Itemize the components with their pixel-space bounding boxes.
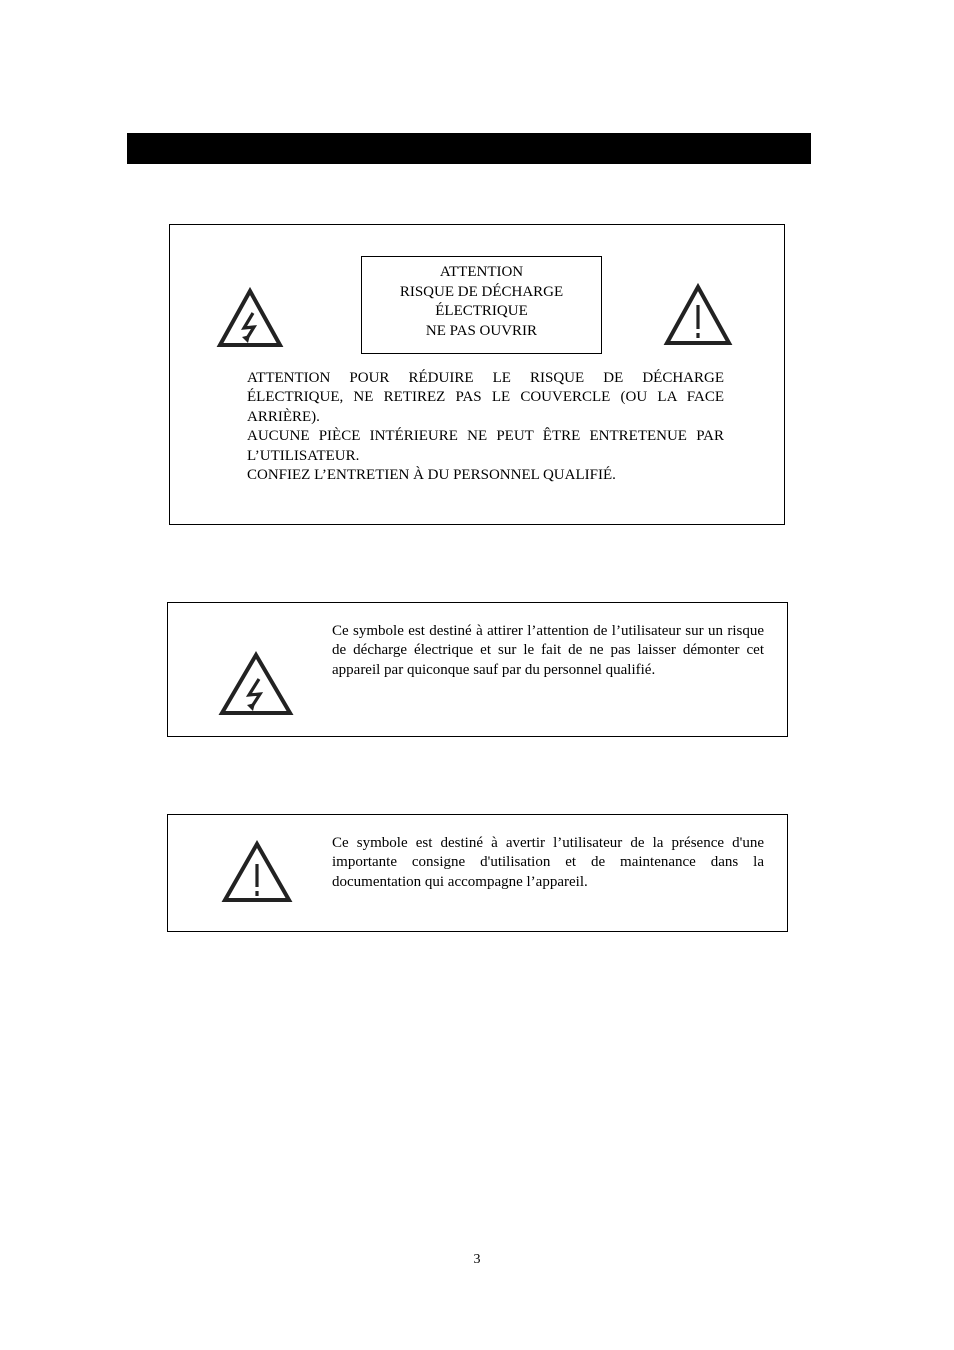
lightning-warning-icon bbox=[218, 651, 294, 717]
safety-warning-box bbox=[169, 224, 785, 525]
lightning-warning-icon bbox=[216, 287, 284, 349]
exclamation-warning-icon bbox=[663, 283, 733, 347]
exclamation-symbol-box bbox=[167, 814, 788, 932]
warning-text bbox=[247, 369, 724, 485]
page-number: 3 bbox=[473, 1252, 481, 1267]
warning-paragraph-3: CONFIEZ L’ENTRETIEN À DU PERSONNEL QUALIFIÉ. bbox=[247, 467, 616, 484]
warning-paragraph-2: AUCUNE PIÈCE INTÉRIEURE NE PEUT ÊTRE ENTRETENUE PAR L’UTILISATEUR. bbox=[247, 428, 724, 464]
danger-label-line-2: RISQUE DE DÉCHARGE bbox=[399, 283, 564, 300]
lightning-symbol-box bbox=[167, 602, 788, 737]
danger-label-line-3: ÉLECTRIQUE bbox=[435, 303, 528, 319]
danger-label-line-1: ATTENTION bbox=[439, 264, 524, 280]
exclamation-symbol-description: Ce symbole est destiné à avertir l’utilisateur de la présence d'une importante consigne d'utilisation et de maintenance dans la documentation qui accompagne l’appareil. bbox=[332, 835, 764, 890]
danger-label-line-4: NE PAS OUVRIR bbox=[425, 322, 538, 339]
lightning-symbol-description: Ce symbole est destiné à attirer l’attention de l’utilisateur sur un risque de décharge électrique et sur le fait de ne pas laisser démonter cet appareil par quiconque sauf par du personnel qualifié. bbox=[332, 623, 764, 678]
warning-paragraph-1: ATTENTION POUR RÉDUIRE LE RISQUE DE DÉCHARGE ÉLECTRIQUE, NE RETIREZ PAS LE COUVERCLE (OU LA FACE ARRIÈRE). bbox=[247, 370, 724, 425]
danger-label bbox=[361, 256, 602, 354]
exclamation-warning-icon bbox=[221, 840, 293, 904]
section-header-bar bbox=[127, 133, 811, 164]
